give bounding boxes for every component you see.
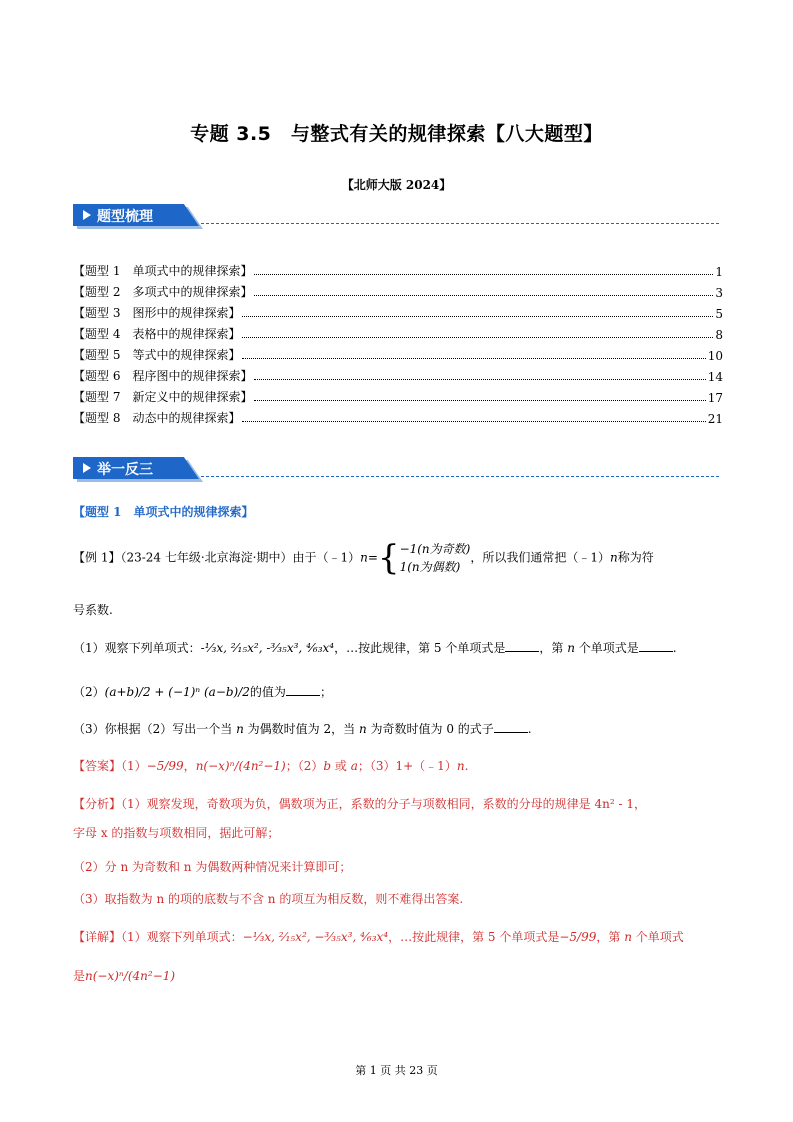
answer-line: 【答案】（1）−5/99，n(−x)ⁿ/(4n²−1)；（2）b 或 a；（3）1+（﹣1）n. <box>73 759 469 773</box>
toc-leader-dots <box>242 316 713 317</box>
toc-leader-dots <box>254 274 713 275</box>
example-intro-cont: 号系数. <box>73 603 113 617</box>
example-intro: 【例 1】（23-24 七年级·北京海淀·期中）由于（﹣1）n={ −1(n为奇数) 1(n为偶数) ，所以我们通常把（﹣1）n称为符 <box>73 538 654 578</box>
case-even: 1(n为偶数) <box>399 560 461 574</box>
answer-blank[interactable] <box>639 639 673 652</box>
answer-blank[interactable] <box>505 639 539 652</box>
toc-page-number: 3 <box>715 286 723 300</box>
answer-label: 【答案】 <box>73 759 122 773</box>
play-arrow-icon <box>83 463 91 473</box>
answer-blank[interactable] <box>494 720 528 733</box>
toc-leader-dots <box>242 337 713 338</box>
toc-entry[interactable] <box>73 405 723 426</box>
toc-page-number: 14 <box>707 370 723 384</box>
analysis-line-4: （3）取指数为 n 的项的底数与不含 n 的项互为相反数，则不难得出答案. <box>73 892 464 906</box>
toc-page-number: 5 <box>715 307 723 321</box>
section-title: 题型梳理 <box>97 209 153 225</box>
toc-entry-label: 【题型 7 新定义中的规律探索】 <box>73 390 253 404</box>
toc-entry[interactable] <box>73 258 723 279</box>
toc-leader-dots <box>242 421 705 422</box>
analysis-label: 【分析】 <box>73 797 122 811</box>
toc-leader-dots <box>242 358 705 359</box>
toc-entry[interactable] <box>73 384 723 405</box>
toc-page-number: 21 <box>707 412 723 426</box>
toc-leader-dots <box>254 400 705 401</box>
toc-leader-dots <box>254 295 713 296</box>
section-divider <box>201 223 719 224</box>
table-of-contents <box>73 258 723 426</box>
toc-entry-label: 【题型 6 程序图中的规律探索】 <box>73 369 253 383</box>
detail-line-2: 是n(−x)ⁿ/(4n²−1) <box>73 969 176 983</box>
play-arrow-icon <box>83 210 91 220</box>
expression: (a+b)/2 + (−1)ⁿ (a−b)/2 <box>104 685 250 699</box>
section-header-overview <box>73 204 719 226</box>
analysis-line-2: 字母 x 的指数与项数相同，据此可解； <box>73 826 280 840</box>
monomial-sequence: -⅓x, ²⁄₁₅x², -³⁄₃₅x³, ⁴⁄₆₃x⁴ <box>200 641 335 655</box>
edition-subtitle: 【北师大版 2024】 <box>341 178 452 192</box>
toc-entry-label: 【题型 8 动态中的规律探索】 <box>73 411 241 425</box>
toc-entry[interactable] <box>73 363 723 384</box>
question-3: （3）你根据（2）写出一个当 n 为偶数时值为 2，当 n 为奇数时值为 0 的式子 . <box>73 722 532 736</box>
toc-entry-label: 【题型 3 图形中的规律探索】 <box>73 306 241 320</box>
topic-heading: 【题型 1 单项式中的规律探索】 <box>73 505 254 519</box>
toc-entry[interactable] <box>73 321 723 342</box>
toc-page-number: 17 <box>707 391 723 405</box>
toc-page-number: 8 <box>715 328 723 342</box>
section-title: 举一反三 <box>97 462 153 478</box>
toc-entry[interactable] <box>73 279 723 300</box>
toc-entry[interactable] <box>73 342 723 363</box>
toc-page-number: 10 <box>707 349 723 363</box>
toc-entry-label: 【题型 5 等式中的规律探索】 <box>73 348 241 362</box>
page-footer: 第 1 页 共 23 页 <box>355 1064 438 1077</box>
detail-line-1: 【详解】（1）观察下列单项式：−⅓x, ²⁄₁₅x², −³⁄₃₅x³, ⁴⁄₆₃x⁴，…按此规律，第 5 个单项式是−5/99，第 n 个单项式 <box>73 930 684 944</box>
section-divider <box>201 476 719 477</box>
analysis-line-3: （2）分 n 为奇数和 n 为偶数两种情况来计算即可； <box>73 860 352 874</box>
toc-page-number: 1 <box>715 265 723 279</box>
toc-entry-label: 【题型 4 表格中的规律探索】 <box>73 327 241 341</box>
toc-entry-label: 【题型 2 多项式中的规律探索】 <box>73 285 253 299</box>
toc-entry[interactable] <box>73 300 723 321</box>
page-title: 专题 3.5 与整式有关的规律探索【八大题型】 <box>190 123 603 145</box>
answer-blank[interactable] <box>286 683 320 696</box>
section-header-examples <box>73 457 719 479</box>
toc-entry-label: 【题型 1 单项式中的规律探索】 <box>73 264 253 278</box>
case-odd: −1(n为奇数) <box>399 542 471 556</box>
analysis-line-1: 【分析】（1）观察发现，奇数项为负，偶数项为正，系数的分子与项数相同，系数的分母的规律是 4n² - 1， <box>73 797 646 811</box>
question-1: （1）观察下列单项式：-⅓x, ²⁄₁₅x², -³⁄₃₅x³, ⁴⁄₆₃x⁴，…按此规律，第 5 个单项式是 ，第 n 个单项式是 . <box>73 641 677 655</box>
question-2: （2）(a+b)/2 + (−1)ⁿ (a−b)/2的值为 ； <box>73 685 332 699</box>
detail-label: 【详解】 <box>73 930 122 944</box>
toc-leader-dots <box>254 379 705 380</box>
